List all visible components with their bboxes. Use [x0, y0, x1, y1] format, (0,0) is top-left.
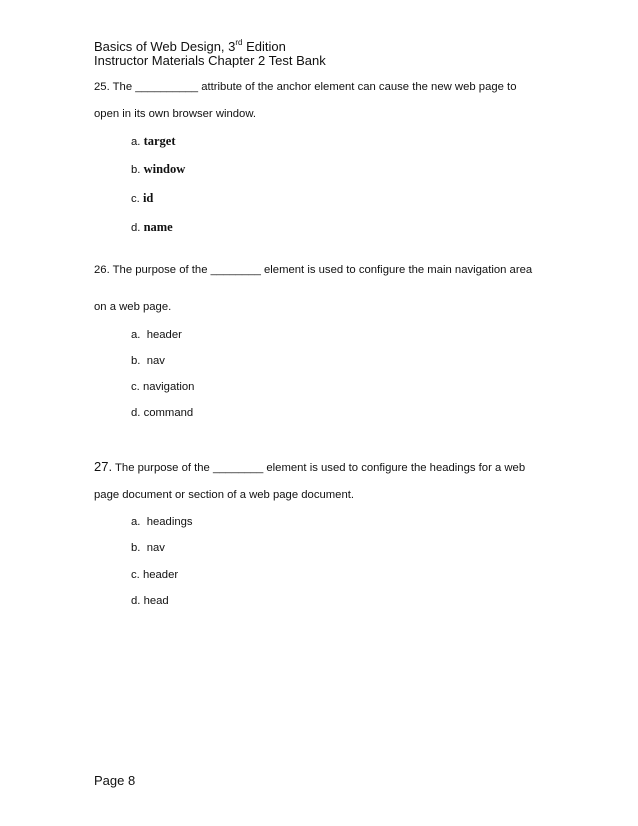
question-25-option-c: c. id — [131, 191, 154, 205]
question-26-option-a: a. header — [131, 329, 182, 341]
question-25-line2: open in its own browser window. — [94, 108, 257, 120]
document-title: Basics of Web Design, 3rd Edition — [94, 37, 286, 54]
question-26-line2: on a web page. — [94, 301, 172, 313]
question-25-option-d: d. name — [131, 220, 173, 234]
question-26-line1: 26. The purpose of the ________ element is used to configure the main navigation area — [94, 264, 533, 276]
question-26-option-c: c. navigation — [131, 381, 195, 393]
question-27-option-b: b. nav — [131, 542, 165, 554]
question-26-option-b: b. nav — [131, 355, 165, 367]
question-25-option-a: a. target — [131, 134, 176, 148]
question-27-line2: page document or section of a web page document. — [94, 489, 354, 501]
document-subtitle: Instructor Materials Chapter 2 Test Bank — [94, 53, 326, 68]
question-27-option-c: c. header — [131, 569, 179, 581]
question-27-line1: 27. The purpose of the ________ element is used to configure the headings for a web — [94, 459, 526, 474]
page-number: Page 8 — [94, 773, 136, 788]
question-27-option-d: d. head — [131, 595, 169, 607]
question-25-option-b: b. window — [131, 162, 186, 176]
question-25-line1: 25. The __________ attribute of the anchor element can cause the new web page to — [94, 81, 517, 93]
question-26-option-d: d. command — [131, 407, 194, 419]
question-27-option-a: a. headings — [131, 516, 193, 528]
